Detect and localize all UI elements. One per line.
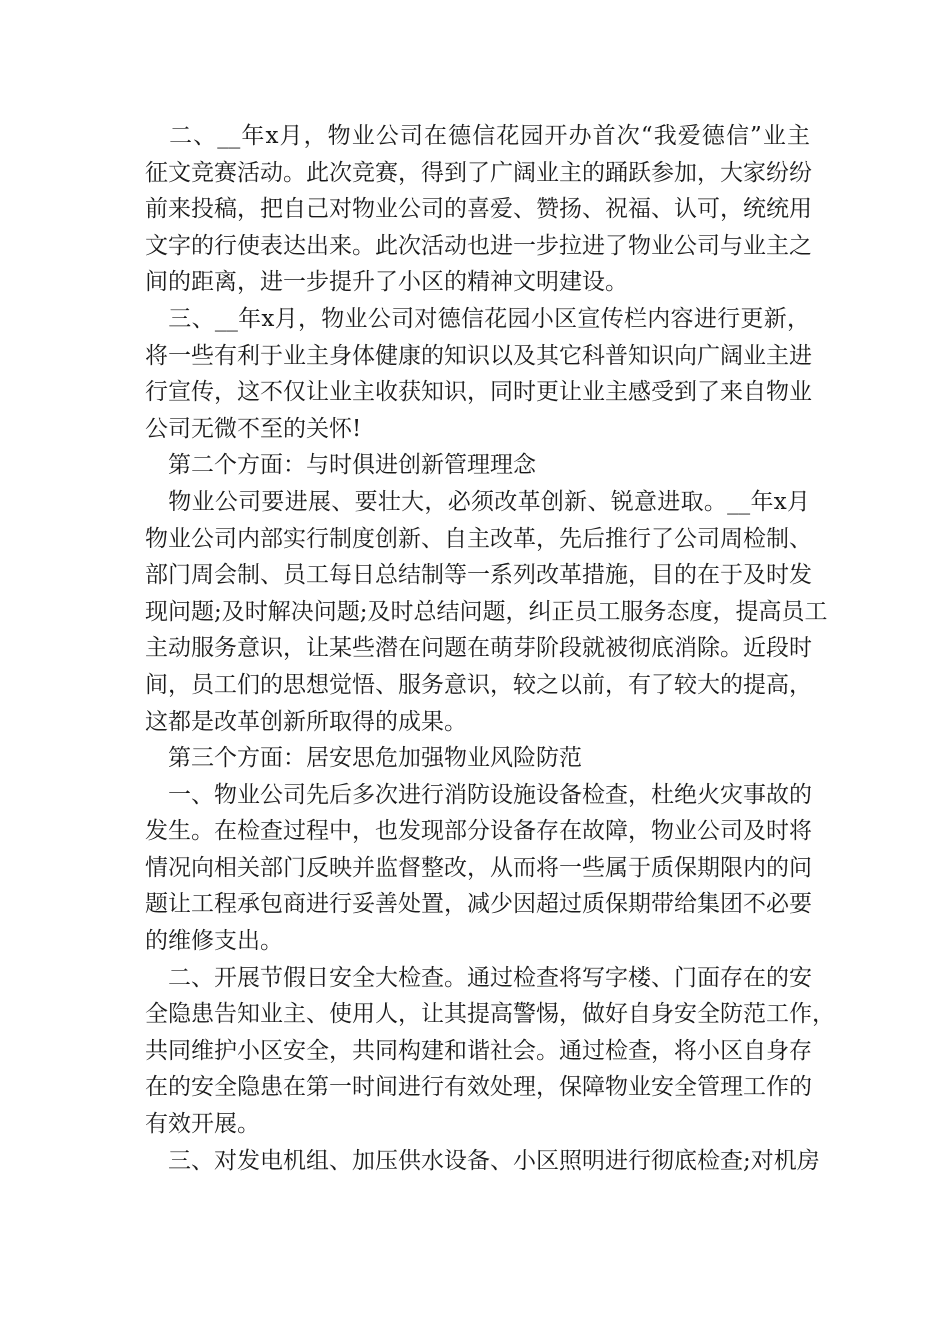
text-line: 三、__年x月，物业公司对德信花园小区宣传栏内容进行更新， xyxy=(145,305,810,332)
text-line: 文字的行使表达出来。此次活动也进一步拉进了物业公司与业主之 xyxy=(145,232,812,259)
text-line: 有效开展。 xyxy=(145,1111,260,1138)
text-line: 发生。在检查过程中，也发现部分设备存在故障，物业公司及时将 xyxy=(145,818,812,845)
text-line: 行宣传，这不仅让业主收获知识，同时更让业主感受到了来自物业 xyxy=(145,379,812,406)
section-heading-innovation: 第二个方面：与时俱进创新管理理念 xyxy=(145,452,536,479)
text-line: 部门周会制、员工每日总结制等一系列改革措施，目的在于及时发 xyxy=(145,562,812,589)
text-line: 将一些有利于业主身体健康的知识以及其它科普知识向广阔业主进 xyxy=(145,342,812,369)
document-body xyxy=(145,118,835,1179)
text-line: 情况向相关部门反映并监督整改，从而将一些属于质保期限内的问 xyxy=(145,854,812,881)
text-line: 征文竞赛活动。此次竞赛，得到了广阔业主的踊跃参加，大家纷纷 xyxy=(145,159,812,186)
text-line: 公司无微不至的关怀! xyxy=(145,415,362,442)
text-line: 物业公司要进展、要壮大，必须改革创新、锐意进取。__年x月 xyxy=(145,488,810,515)
paragraph-management-reform xyxy=(145,484,828,740)
text-line: 这都是改革创新所取得的成果。 xyxy=(145,708,467,735)
text-line: 间的距离，进一步提升了小区的精神文明建设。 xyxy=(145,269,628,296)
text-line: 共同维护小区安全，共同构建和谐社会。通过检查，将小区自身存 xyxy=(145,1037,812,1064)
text-line: 全隐患告知业主、使用人，让其提高警惕，做好自身安全防范工作， xyxy=(145,1001,835,1028)
text-line: 前来投稿，把自己对物业公司的喜爱、赞扬、祝福、认可，统统用 xyxy=(145,196,812,223)
paragraph-event-essay-contest xyxy=(145,118,810,301)
text-line: 二、开展节假日安全大检查。通过检查将写字楼、门面存在的安 xyxy=(145,964,812,991)
text-line: 主动服务意识，让某些潜在问题在萌芽阶段就被彻底消除。近段时 xyxy=(145,635,812,662)
paragraph-fire-safety-inspection xyxy=(145,777,810,960)
text-line: 现问题;及时解决问题;及时总结问题，纠正员工服务态度，提高员工 xyxy=(145,598,828,625)
text-line: 题让工程承包商进行妥善处置，减少因超过质保期带给集团不必要 xyxy=(145,891,812,918)
text-line: 在的安全隐患在第一时间进行有效处理，保障物业安全管理工作的 xyxy=(145,1074,812,1101)
text-line: 二、__年x月，物业公司在德信花园开办首次“我爱德信”业主 xyxy=(145,123,810,149)
paragraph-bulletin-board-update xyxy=(145,301,810,447)
text-line: 的维修支出。 xyxy=(145,928,283,955)
text-line: 物业公司内部实行制度创新、自主改革，先后推行了公司周检制、 xyxy=(145,525,812,552)
text-line: 三、对发电机组、加压供水设备、小区照明进行彻底检查;对机房 xyxy=(145,1147,820,1174)
text-line: 一、物业公司先后多次进行消防设施设备检查，杜绝火灾事故的 xyxy=(145,781,812,808)
paragraph-holiday-safety-check xyxy=(145,960,835,1143)
section-heading-risk-prevention: 第三个方面：居安思危加强物业风险防范 xyxy=(145,745,582,772)
paragraph-equipment-inspection xyxy=(145,1143,820,1180)
text-line: 间，员工们的思想觉悟、服务意识，较之以前，有了较大的提高， xyxy=(145,671,812,698)
